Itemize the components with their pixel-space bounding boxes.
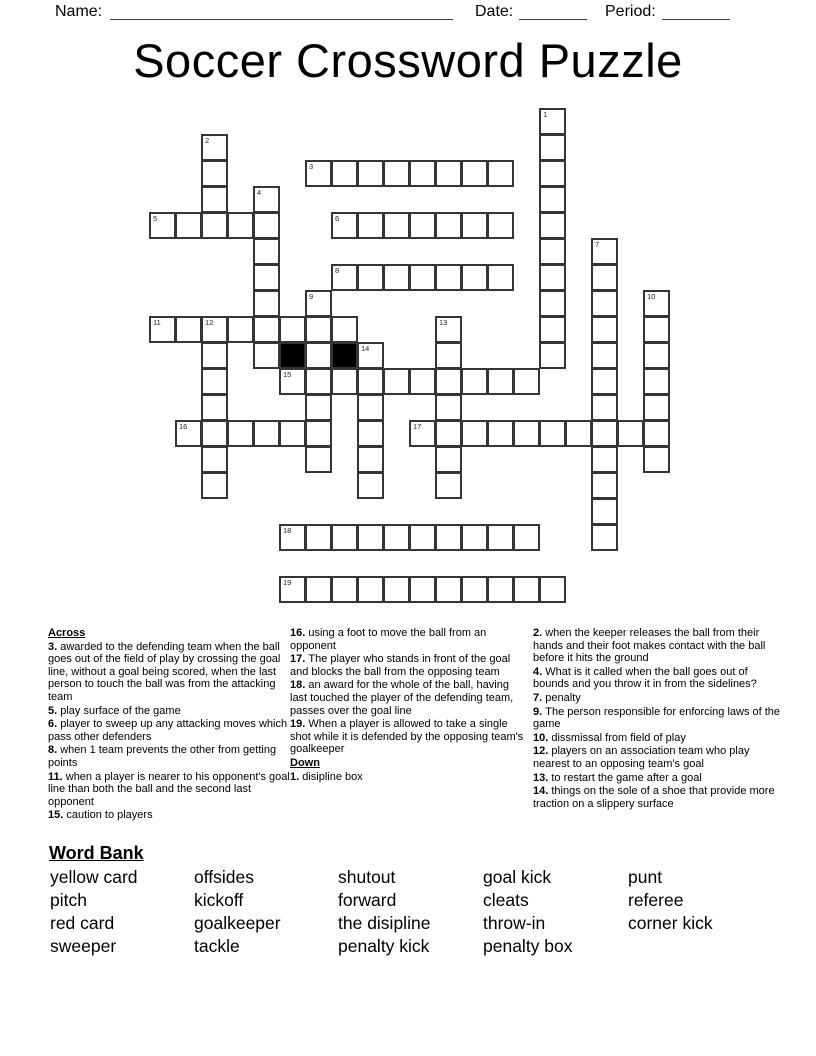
crossword-cell[interactable] — [305, 316, 332, 343]
crossword-cell[interactable] — [487, 420, 514, 447]
crossword-cell[interactable] — [435, 420, 462, 447]
crossword-cell[interactable] — [305, 160, 332, 187]
crossword-cell[interactable] — [565, 420, 592, 447]
page-title: Soccer Crossword Puzzle — [133, 34, 683, 87]
clue-number: 18 — [283, 526, 292, 535]
name-label: Name: — [55, 3, 103, 20]
word-bank-item: throw-in — [483, 913, 546, 933]
crossword-cell[interactable] — [435, 316, 462, 343]
crossword-cell[interactable] — [435, 524, 462, 551]
crossword-cell[interactable] — [435, 160, 462, 187]
crossword-cell[interactable] — [201, 368, 228, 395]
crossword-cell[interactable] — [279, 420, 306, 447]
crossword-cell[interactable] — [487, 212, 514, 239]
crossword-cell[interactable] — [409, 212, 436, 239]
crossword-cell[interactable] — [305, 342, 332, 369]
crossword-cell[interactable] — [305, 524, 332, 551]
crossword-cell[interactable] — [591, 420, 618, 447]
crossword-cell[interactable] — [591, 316, 618, 343]
clue-item: 4. What is it called when the ball goes out of bounds and you throw it in from the sidelines? — [533, 665, 757, 691]
crossword-cell[interactable] — [201, 394, 228, 421]
crossword-cell[interactable] — [513, 576, 540, 603]
crossword-cell[interactable] — [461, 212, 488, 239]
crossword-cell[interactable] — [357, 394, 384, 421]
crossword-cell[interactable] — [383, 368, 410, 395]
crossword-cell[interactable] — [591, 472, 618, 499]
crossword-cell[interactable] — [513, 524, 540, 551]
crossword-cell[interactable] — [487, 576, 514, 603]
word-bank-item: corner kick — [628, 913, 713, 933]
clue-number: 11 — [153, 318, 161, 327]
crossword-cell[interactable] — [357, 420, 384, 447]
clue-number: 5 — [153, 214, 158, 223]
blocked-cell — [331, 342, 358, 369]
word-bank-item: pitch — [50, 890, 87, 910]
crossword-cell[interactable] — [253, 290, 280, 317]
word-bank-header: Word Bank — [49, 843, 144, 863]
crossword-cell[interactable] — [331, 160, 358, 187]
crossword-cell[interactable] — [539, 134, 566, 161]
crossword-cell[interactable] — [253, 316, 280, 343]
crossword-cell[interactable] — [331, 576, 358, 603]
word-bank-item: forward — [338, 890, 397, 910]
crossword-cell[interactable] — [643, 342, 670, 369]
crossword-cell[interactable] — [461, 524, 488, 551]
clue-item: 17. The player who stands in front of the goal and blocks the ball from the opposing team — [290, 653, 511, 678]
crossword-cell[interactable] — [201, 342, 228, 369]
clue-number: 14 — [361, 344, 370, 353]
crossword-cell[interactable] — [591, 290, 618, 317]
clue-item: 1. disipline box — [290, 770, 363, 783]
clue-column-across — [48, 627, 291, 823]
crossword-cell[interactable] — [435, 264, 462, 291]
crossword-cell[interactable] — [305, 420, 332, 447]
crossword-cell[interactable] — [643, 290, 670, 317]
word-bank-item: punt — [628, 867, 663, 887]
crossword-cell[interactable] — [487, 524, 514, 551]
clue-item: 16. using a foot to move the ball from an opponent — [290, 627, 487, 652]
clue-number: 9 — [309, 292, 314, 301]
crossword-cell[interactable] — [617, 420, 644, 447]
crossword-cell[interactable] — [253, 264, 280, 291]
crossword-cell[interactable] — [383, 576, 410, 603]
date-label: Date: — [475, 3, 514, 20]
crossword-cell[interactable] — [487, 368, 514, 395]
clue-number: 1 — [543, 110, 548, 119]
crossword-cell[interactable] — [539, 108, 566, 135]
crossword-cell[interactable] — [175, 316, 202, 343]
crossword-cell[interactable] — [331, 264, 358, 291]
crossword-cell[interactable] — [331, 524, 358, 551]
clue-number: 2 — [205, 136, 210, 145]
crossword-cell[interactable] — [539, 576, 566, 603]
clue-number: 6 — [335, 214, 340, 223]
clue-number: 12 — [205, 318, 214, 327]
crossword-cell[interactable] — [643, 420, 670, 447]
clue-item: 7. penalty — [533, 691, 581, 704]
word-bank-item: shutout — [338, 867, 396, 887]
clue-number: 7 — [595, 240, 600, 249]
crossword-cell[interactable] — [383, 160, 410, 187]
crossword-cell[interactable] — [331, 368, 358, 395]
word-bank-item: goal kick — [483, 867, 552, 887]
crossword-cell[interactable] — [331, 316, 358, 343]
crossword-cell[interactable] — [357, 472, 384, 499]
crossword-cell[interactable] — [591, 446, 618, 473]
clue-number: 13 — [439, 318, 448, 327]
word-bank-item: yellow card — [50, 867, 138, 887]
clue-item: 18. an award for the whole of the ball, having last touched the player of the defending team, passes over the goal line — [290, 679, 514, 717]
crossword-cell[interactable] — [357, 524, 384, 551]
clue-number: 3 — [309, 162, 314, 171]
crossword-cell[interactable] — [253, 186, 280, 213]
crossword-cell[interactable] — [435, 212, 462, 239]
date-blank-line[interactable] — [519, 19, 587, 20]
crossword-cell[interactable] — [435, 576, 462, 603]
word-bank-list — [50, 866, 778, 958]
clue-item: 8. when 1 team prevents the other from getting points — [48, 744, 277, 769]
crossword-cell[interactable] — [201, 186, 228, 213]
crossword-cell[interactable] — [591, 368, 618, 395]
word-bank-item: kickoff — [194, 890, 244, 910]
crossword-cell[interactable] — [513, 368, 540, 395]
crossword-cell[interactable] — [357, 446, 384, 473]
clue-item: 11. when a player is nearer to his opponent's goal line than both the ball and the second last opponent — [48, 770, 290, 808]
crossword-cell[interactable] — [279, 524, 306, 551]
crossword-cell[interactable] — [331, 212, 358, 239]
crossword-cell[interactable] — [539, 420, 566, 447]
crossword-cell[interactable] — [253, 420, 280, 447]
blocked-cell — [279, 342, 306, 369]
crossword-cell[interactable] — [279, 576, 306, 603]
crossword-cell[interactable] — [201, 134, 228, 161]
clue-item: 13. to restart the game after a goal — [533, 771, 702, 784]
period-label: Period: — [605, 3, 656, 20]
clue-item: 10. dissmissal from field of play — [533, 731, 686, 744]
clue-number: 10 — [647, 292, 656, 301]
crossword-cell[interactable] — [227, 316, 254, 343]
crossword-cell[interactable] — [227, 420, 254, 447]
crossword-cell[interactable] — [435, 342, 462, 369]
crossword-cell[interactable] — [435, 394, 462, 421]
crossword-cell[interactable] — [409, 524, 436, 551]
crossword-cell[interactable] — [591, 524, 618, 551]
clue-item: 19. When a player is allowed to take a single shot while it is defended by the opposing team's goalkeeper — [290, 718, 524, 756]
clue-item: 6. player to sweep up any attacking moves which pass other defenders — [48, 718, 288, 743]
crossword-cell[interactable] — [383, 212, 410, 239]
clue-number: 15 — [283, 370, 292, 379]
crossword-cell[interactable] — [409, 160, 436, 187]
crossword-cell[interactable] — [539, 264, 566, 291]
word-bank-item: goalkeeper — [194, 913, 281, 933]
clue-number: 19 — [283, 578, 292, 587]
clue-item: 12. players on an association team who play nearest to an opposing team's goal — [533, 745, 750, 770]
clue-number: 17 — [413, 422, 422, 431]
crossword-cell[interactable] — [149, 212, 176, 239]
period-blank-line[interactable] — [662, 19, 730, 20]
crossword-cell[interactable] — [357, 342, 384, 369]
crossword-cell[interactable] — [591, 394, 618, 421]
crossword-cell[interactable] — [461, 264, 488, 291]
crossword-cell[interactable] — [435, 446, 462, 473]
crossword-cell[interactable] — [409, 264, 436, 291]
crossword-cell[interactable] — [461, 420, 488, 447]
crossword-cell[interactable] — [539, 238, 566, 265]
clue-item: 5. play surface of the game — [48, 704, 181, 717]
crossword-cell[interactable] — [409, 420, 436, 447]
crossword-cell[interactable] — [539, 186, 566, 213]
crossword-cell[interactable] — [539, 160, 566, 187]
crossword-cell[interactable] — [357, 576, 384, 603]
crossword-cell[interactable] — [643, 368, 670, 395]
crossword-cell[interactable] — [253, 212, 280, 239]
word-bank-item: offsides — [194, 867, 254, 887]
crossword-cell[interactable] — [461, 368, 488, 395]
crossword-cell[interactable] — [201, 420, 228, 447]
crossword-cell[interactable] — [409, 368, 436, 395]
clue-number: 8 — [335, 266, 340, 275]
clue-item: 9. The person responsible for enforcing laws of the game — [533, 705, 781, 731]
crossword-cell[interactable] — [305, 394, 332, 421]
crossword-cell[interactable] — [435, 472, 462, 499]
crossword-cell[interactable] — [357, 264, 384, 291]
crossword-cell[interactable] — [591, 264, 618, 291]
crossword-cell[interactable] — [383, 524, 410, 551]
crossword-cell[interactable] — [461, 160, 488, 187]
crossword-cell[interactable] — [253, 342, 280, 369]
down-header: Down — [290, 756, 320, 769]
word-bank-item: the disipline — [338, 913, 431, 933]
crossword-cell[interactable] — [357, 160, 384, 187]
crossword-cell[interactable] — [279, 368, 306, 395]
crossword-cell[interactable] — [175, 420, 202, 447]
word-bank-item: referee — [628, 890, 684, 910]
clue-column-down — [533, 627, 785, 811]
crossword-cell[interactable] — [305, 368, 332, 395]
crossword-cell[interactable] — [409, 576, 436, 603]
crossword-cell[interactable] — [539, 212, 566, 239]
crossword-grid — [149, 108, 673, 606]
crossword-cell[interactable] — [175, 212, 202, 239]
crossword-cell[interactable] — [357, 212, 384, 239]
crossword-cell[interactable] — [643, 446, 670, 473]
crossword-cell[interactable] — [305, 290, 332, 317]
clue-column-middle — [290, 627, 528, 784]
clue-number: 4 — [257, 188, 262, 197]
crossword-cell[interactable] — [383, 264, 410, 291]
crossword-cell[interactable] — [435, 368, 462, 395]
crossword-cell[interactable] — [487, 160, 514, 187]
word-bank-item: penalty box — [483, 936, 573, 956]
crossword-cell[interactable] — [591, 238, 618, 265]
crossword-cell[interactable] — [539, 290, 566, 317]
clue-item: 2. when the keeper releases the ball from their hands and their foot makes contact with the ball before it hits the ground — [533, 627, 766, 665]
crossword-cell[interactable] — [201, 212, 228, 239]
crossword-cell[interactable] — [279, 316, 306, 343]
word-bank-item: cleats — [483, 890, 529, 910]
crossword-cell[interactable] — [591, 342, 618, 369]
clue-item: 14. things on the sole of a shoe that provide more traction on a slippery surface — [533, 785, 775, 810]
crossword-cell[interactable] — [227, 212, 254, 239]
clue-number: 16 — [179, 422, 188, 431]
crossword-cell[interactable] — [643, 394, 670, 421]
word-bank-item: tackle — [194, 936, 240, 956]
crossword-cell[interactable] — [201, 160, 228, 187]
word-bank-item: red card — [50, 913, 115, 933]
crossword-cell[interactable] — [305, 576, 332, 603]
crossword-cell[interactable] — [643, 316, 670, 343]
crossword-cell[interactable] — [513, 420, 540, 447]
crossword-cell[interactable] — [201, 446, 228, 473]
crossword-cell[interactable] — [253, 238, 280, 265]
crossword-cell[interactable] — [461, 576, 488, 603]
crossword-cell[interactable] — [201, 316, 228, 343]
word-bank-item: penalty kick — [338, 936, 430, 956]
across-header: Across — [48, 627, 86, 639]
name-blank-line[interactable] — [110, 19, 453, 20]
crossword-cell[interactable] — [539, 316, 566, 343]
crossword-cell[interactable] — [149, 316, 176, 343]
crossword-cell[interactable] — [539, 342, 566, 369]
crossword-cell[interactable] — [201, 472, 228, 499]
word-bank-item: sweeper — [50, 936, 117, 956]
crossword-cell[interactable] — [591, 498, 618, 525]
crossword-cell[interactable] — [357, 368, 384, 395]
crossword-cell[interactable] — [487, 264, 514, 291]
clue-item: 3. awarded to the defending team when the ball goes out of the field of play by crossing the goal line, without a goal being scored, when the last person to touch the ball was from the attacking team — [48, 640, 281, 703]
clue-item: 15. caution to players — [48, 809, 153, 822]
crossword-cell[interactable] — [305, 446, 332, 473]
